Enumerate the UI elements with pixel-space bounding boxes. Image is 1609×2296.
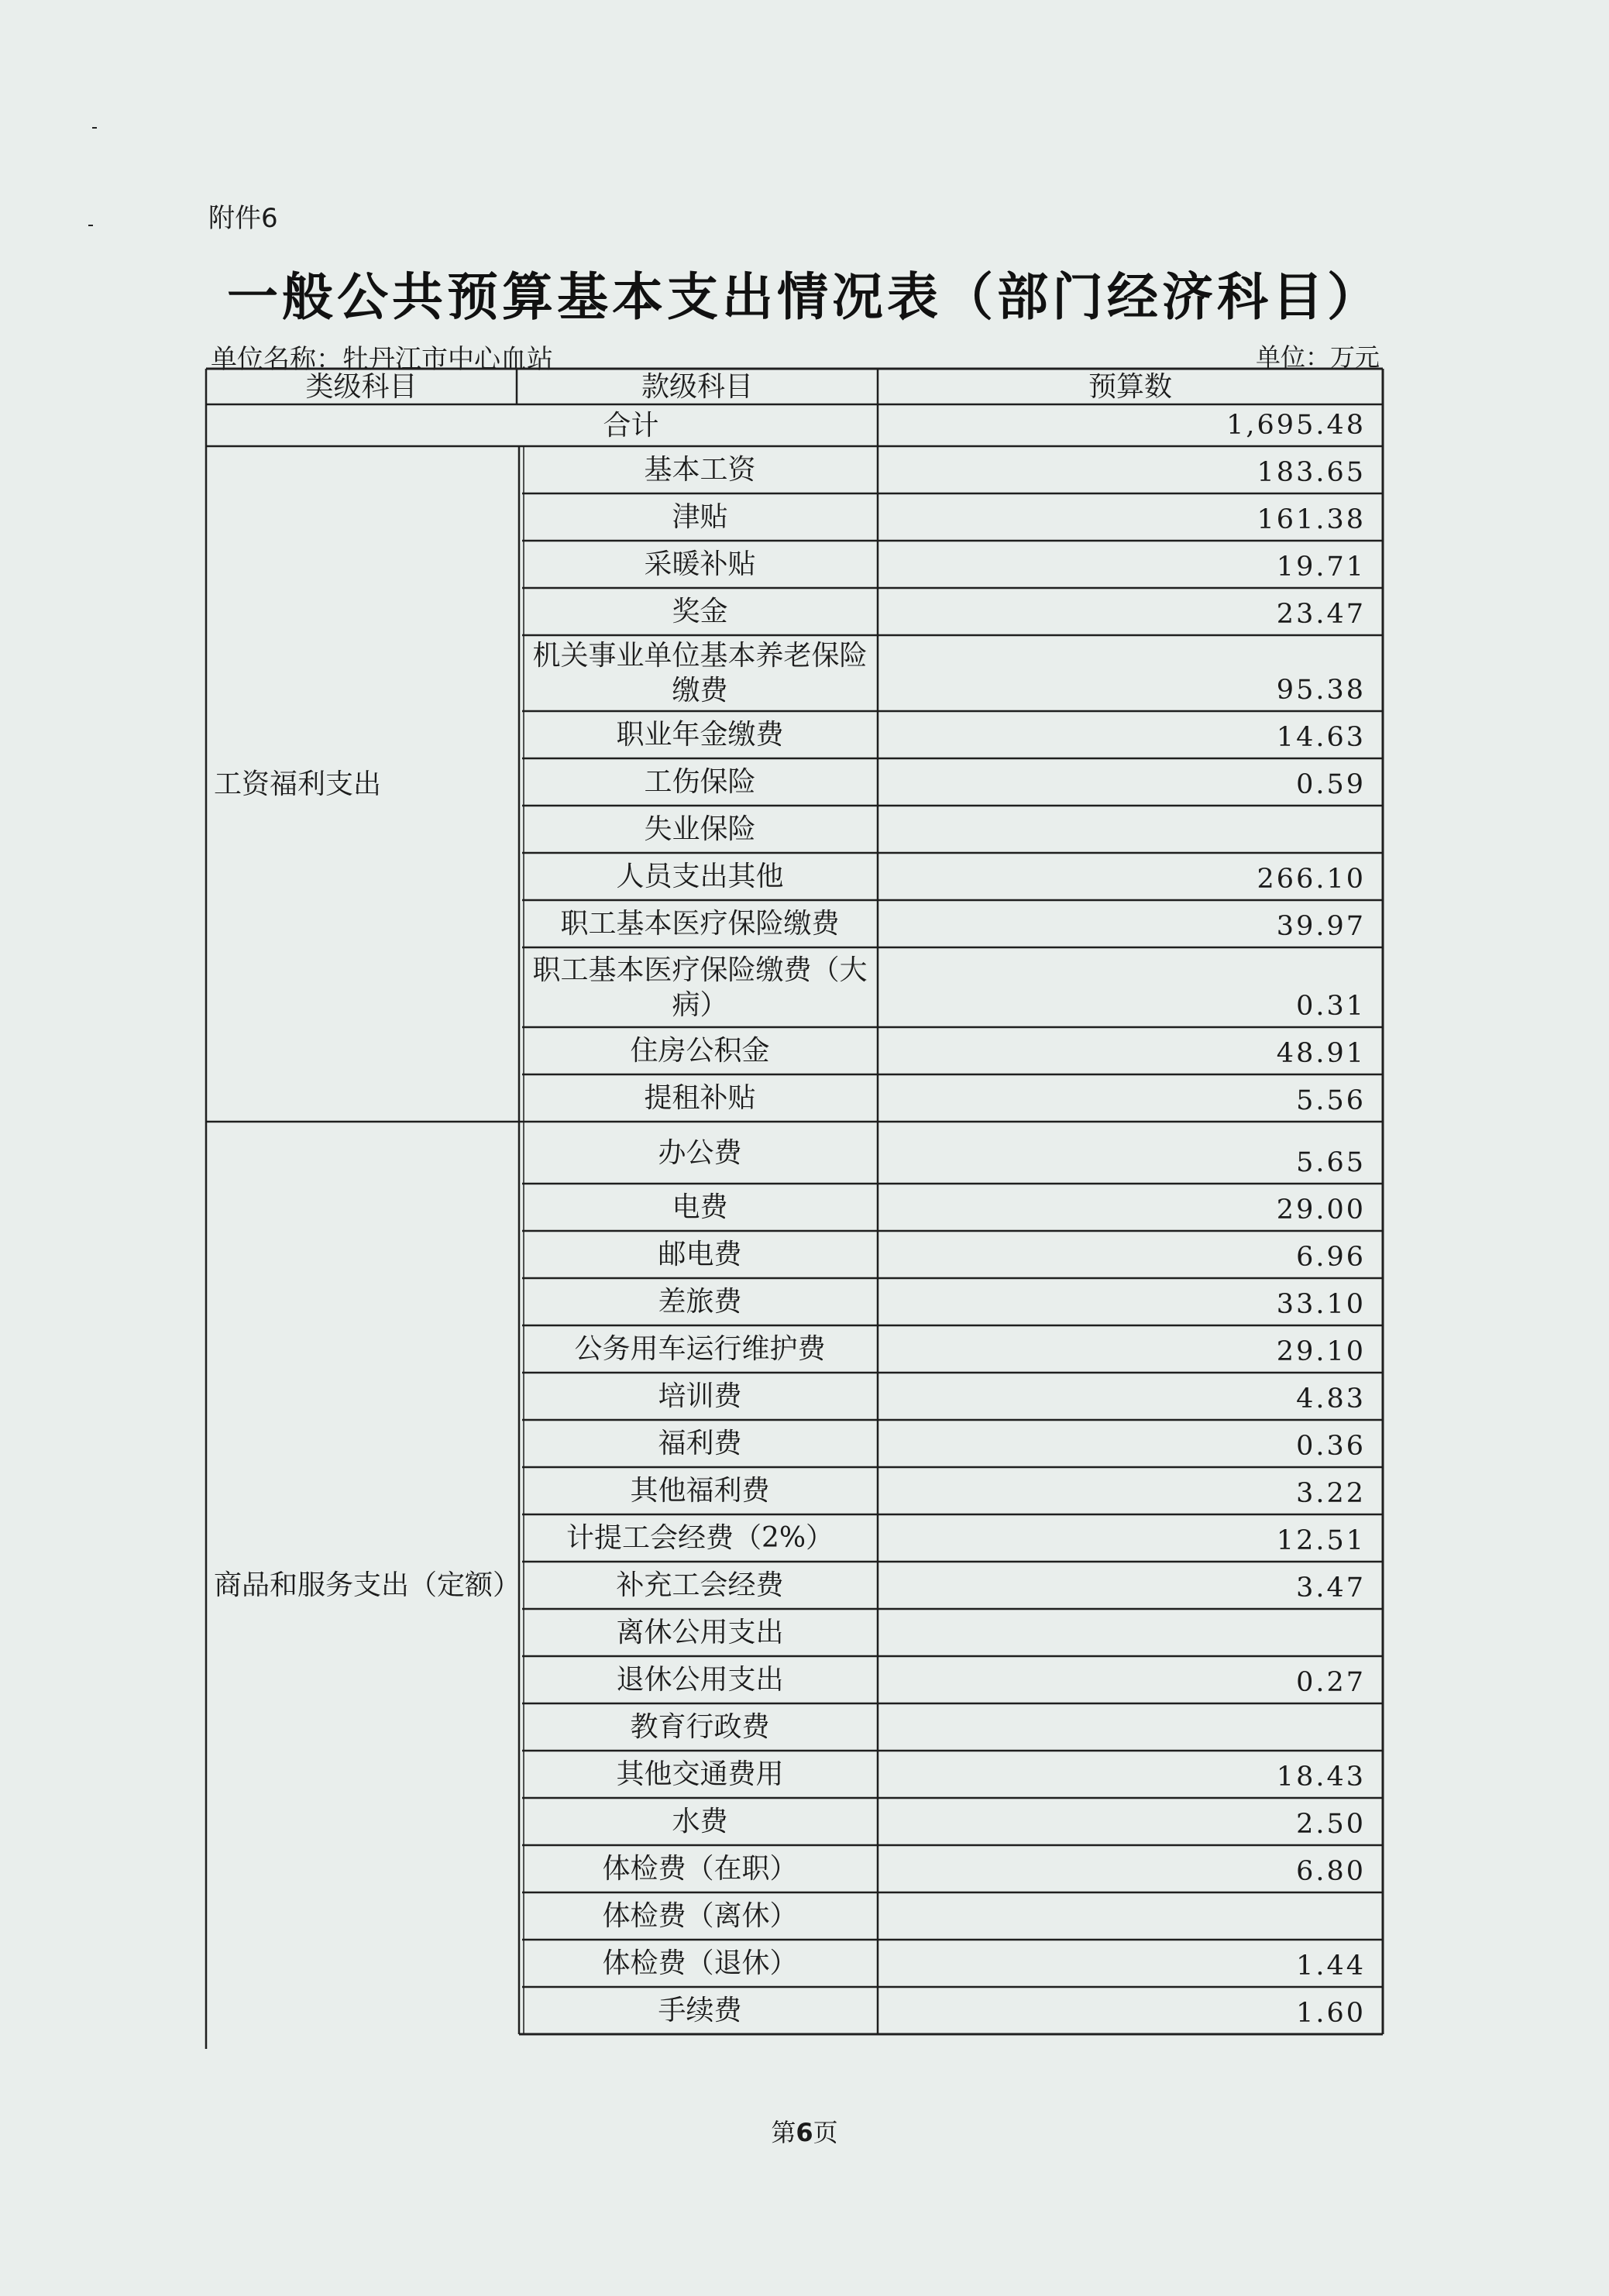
page-number: 第6页 <box>771 2118 838 2147</box>
header-category: 类级科目 <box>305 370 418 403</box>
sub-item-name: 工伤保险 <box>644 766 756 798</box>
sub-item-name: 住房公积金 <box>630 1035 770 1067</box>
sub-item-name: 体检费（在职） <box>602 1853 798 1885</box>
sub-item-name: 体检费（退休） <box>602 1947 798 1979</box>
budget-value: 5.65 <box>1296 1147 1366 1179</box>
sub-item-name: 提租补贴 <box>644 1082 756 1114</box>
sub-item-name: 教育行政费 <box>630 1711 770 1743</box>
sub-item-name: 福利费 <box>658 1428 742 1459</box>
budget-value: 18.43 <box>1276 1762 1366 1793</box>
budget-value <box>878 1703 1383 1751</box>
budget-value: 4.83 <box>1296 1383 1366 1415</box>
budget-value: 266.10 <box>1257 864 1366 895</box>
budget-value: 48.91 <box>1276 1038 1366 1070</box>
budget-value: 29.10 <box>1276 1336 1366 1368</box>
budget-value: 23.47 <box>1276 599 1366 631</box>
sub-item-name: 职工基本医疗保险缴费 <box>560 908 840 940</box>
sub-item-name: 补充工会经费 <box>616 1569 784 1601</box>
sub-item-name: 人员支出其他 <box>616 861 784 892</box>
header-budget: 预算数 <box>1088 370 1172 403</box>
sub-item-name: 津贴 <box>672 501 728 533</box>
page-title: 一般公共预算基本支出情况表（部门经济科目） <box>227 267 1382 327</box>
budget-value <box>878 1892 1383 1940</box>
budget-value: 29.00 <box>1276 1194 1366 1226</box>
sub-item-name: 职业年金缴费 <box>616 719 784 751</box>
budget-value: 0.36 <box>1296 1431 1366 1462</box>
budget-value: 0.31 <box>1296 991 1366 1023</box>
sub-item-name: 水费 <box>672 1806 728 1837</box>
sub-item-name: 体检费（离休） <box>602 1900 798 1932</box>
sub-item-name: 职工基本医疗保险缴费（大病） <box>532 954 868 1021</box>
budget-value: 161.38 <box>1257 504 1366 536</box>
budget-value: 6.96 <box>1296 1242 1366 1273</box>
category-label: 工资福利支出 <box>214 768 382 800</box>
budget-value: 1.60 <box>1296 1998 1366 2030</box>
budget-value: 6.80 <box>1296 1856 1366 1888</box>
budget-value: 183.65 <box>1257 457 1366 489</box>
sub-item-name: 邮电费 <box>658 1239 742 1270</box>
budget-value: 14.63 <box>1276 722 1366 754</box>
sub-item-name: 计提工会经费（2%） <box>566 1522 834 1554</box>
sub-item-name: 采暖补贴 <box>644 548 756 580</box>
sub-item-name: 电费 <box>672 1191 728 1223</box>
total-value: 1,695.48 <box>1226 410 1366 442</box>
sub-item-name: 培训费 <box>658 1380 742 1412</box>
budget-value: 33.10 <box>1276 1289 1366 1321</box>
sub-item-name: 奖金 <box>672 596 728 627</box>
sub-item-name: 机关事业单位基本养老保险缴费 <box>532 640 868 706</box>
budget-value <box>878 1609 1383 1656</box>
sub-item-name: 手续费 <box>658 1995 742 2026</box>
budget-value: 95.38 <box>1276 675 1366 706</box>
budget-value: 0.27 <box>1296 1667 1366 1699</box>
attachment-label: 附件6 <box>208 203 278 234</box>
sub-item-name: 离休公用支出 <box>616 1617 784 1648</box>
sub-item-name: 办公费 <box>658 1136 742 1169</box>
budget-value: 39.97 <box>1276 911 1366 943</box>
category-label: 商品和服务支出（定额） <box>214 1569 521 1601</box>
budget-value: 1.44 <box>1296 1951 1366 1982</box>
sub-item-name: 退休公用支出 <box>616 1664 784 1696</box>
budget-value: 0.59 <box>1296 769 1366 801</box>
unit-name: 单位名称：牡丹江市中心血站 <box>211 344 553 375</box>
sub-item-name: 其他福利费 <box>630 1475 770 1507</box>
total-label: 合计 <box>603 409 659 442</box>
sub-item-name: 差旅费 <box>658 1286 742 1318</box>
budget-value: 2.50 <box>1296 1809 1366 1841</box>
budget-value: 3.22 <box>1296 1478 1366 1510</box>
budget-value <box>878 806 1383 853</box>
budget-value: 19.71 <box>1276 552 1366 583</box>
sub-item-name: 公务用车运行维护费 <box>574 1333 826 1365</box>
budget-value: 3.47 <box>1296 1572 1366 1604</box>
budget-value: 12.51 <box>1276 1525 1366 1557</box>
budget-value: 5.56 <box>1296 1085 1366 1117</box>
sub-item-name: 失业保险 <box>644 813 756 845</box>
sub-item-name: 其他交通费用 <box>616 1758 784 1790</box>
unit-label: 单位：万元 <box>1255 342 1380 372</box>
sub-item-name: 基本工资 <box>644 454 756 486</box>
header-item: 款级科目 <box>641 370 753 403</box>
